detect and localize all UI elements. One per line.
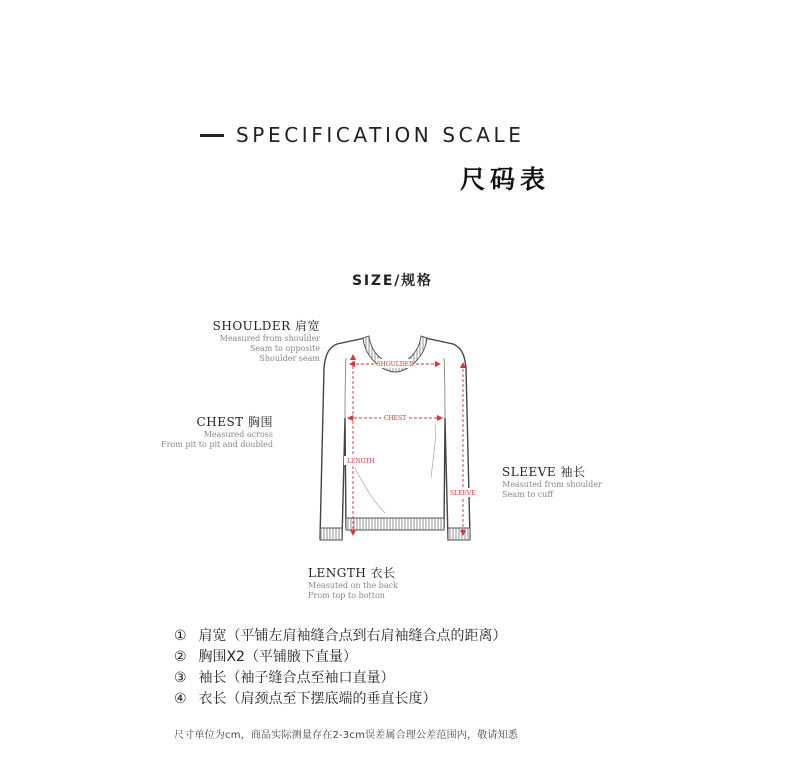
note-item [174,626,506,647]
note-text: 肩宽（平铺左肩袖缝合点到右肩袖缝合点的距离） [198,628,507,644]
chest-title: CHEST 胸围 [196,415,273,429]
length-desc-2: From top to botton [308,591,385,600]
note-num: ④ [174,691,187,707]
note-num: ③ [174,670,187,686]
note-item [174,689,506,710]
note-num: ② [174,649,187,665]
shoulder-desc-2: Seam to opposite [249,344,320,353]
shoulder-title: SHOULDER 肩宽 [212,319,320,333]
sleeve-desc-1: Measuted from shoulder [502,480,602,489]
spec-heading [200,122,524,148]
length-diagram-label: LENGTH [347,458,375,465]
sleeve-desc-2: Seam to cuff [502,490,554,499]
footnote: 尺寸单位为cm，商品实际测量存在2-3cm误差属合理公差范围内，敬请知悉 [174,730,519,741]
left-cuff [320,528,342,540]
shoulder-desc-1: Measured from shoulder [219,334,320,343]
heading-title-en: SPECIFICATION SCALE [236,123,525,147]
heading-title-cn: 尺码表 [460,165,551,194]
chest-desc-1: Measured across [203,430,273,439]
chest-diagram-label: CHEST [383,415,407,422]
note-num: ① [174,628,187,644]
length-title: LENGTH 衣长 [308,566,396,580]
note-text: 衣长（肩颈点至下摆底端的垂直长度） [198,691,437,707]
length-desc-1: Measuted on the back [308,581,398,590]
notes-list [174,626,506,710]
shoulder-info [150,317,320,364]
size-label: SIZE/规格 [352,273,433,289]
sleeve-title: SLEEVE 袖长 [502,465,586,479]
chest-desc-2: From pit to pit and doubled [161,440,273,449]
sleeve-diagram-label: SLEEVE [450,490,476,497]
note-item [174,647,506,668]
note-item [174,668,506,689]
hem-rib [346,518,444,530]
shoulder-diagram-label: SHOULDER [376,361,414,368]
length-info [308,564,398,601]
right-cuff [448,528,470,540]
length-arrow-b [350,530,356,536]
note-text: 胸围X2（平铺腋下直量） [198,649,357,665]
heading-dash [200,134,224,137]
note-text: 袖长（袖子缝合点至袖口直量） [198,670,395,686]
sweater-diagram [305,328,485,560]
shoulder-desc-3: Shoulder seam [259,354,320,363]
chest-info [120,413,273,450]
sleeve-info [502,463,602,500]
